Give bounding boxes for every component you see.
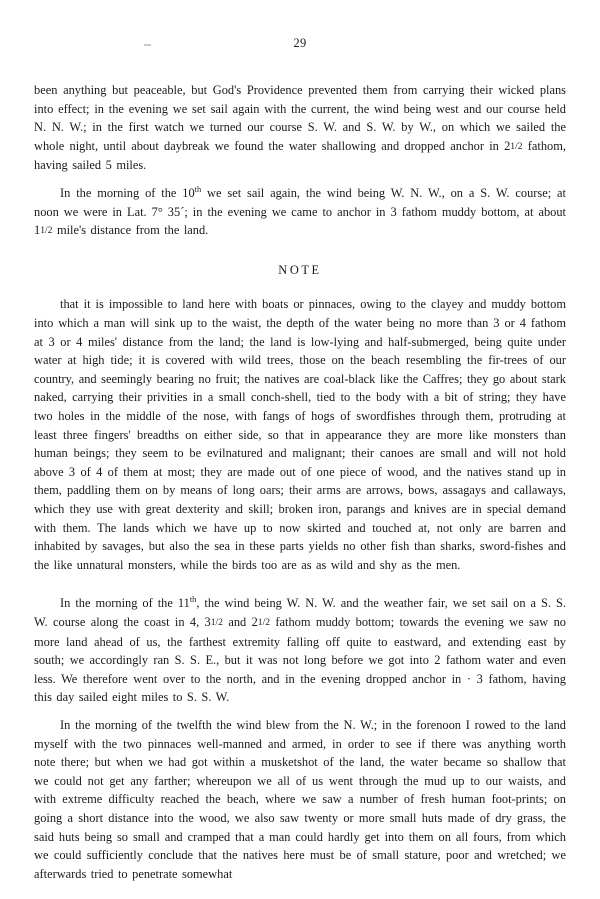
paragraph-twelfth-day: In the morning of the twelfth the wind blew from the N. W.; in the forenoon I rowed to the land myself with the two pinnaces well-manned and armed, in order to see if there was anything worth note there; but when we had got within a musketshot of the land, the water became so shallow that we could not get any farther; whereupon we all of us went through the mud up to our waists, and with extreme difficulty reached the beach, where we saw a number of fresh human foot-prints; on going a short distance into the wood, we also saw twenty or more small huts made of dry grass, the said huts being so small and cramped that a man could hardly get into them on all fours, from which we could sufficiently conclude that the natives here must be of small stature, poor and wretched; we afterwards tried to penetrate somewhat [34, 717, 566, 881]
paragraph-tenth-day [34, 184, 566, 241]
paragraph-opening [34, 81, 566, 175]
fraction-one-half-b: 1/2 [40, 225, 53, 237]
fraction-one-half-c: 1/2 [210, 616, 223, 628]
paragraph-tenth-text-b: we set sail again, the wind being W. N. W., on a S. W. course; at noon we were in Lat. 7° 35´; in the evening we came to anchor in 3 fathom muddy bottom, at about 1 [34, 186, 566, 238]
section-heading-note: NOTE [278, 262, 322, 277]
fraction-one-half-d: 1/2 [257, 616, 271, 628]
paragraph-eleventh-day [34, 594, 566, 707]
spacer [34, 175, 566, 184]
spacer [34, 279, 566, 295]
paragraph-eleventh-text-c: and 2 [222, 614, 258, 629]
paragraph-eleventh-text-d: fathom muddy bottom; towards the evening we saw no more land ahead of us, the farthest extremity falling off quite to eastward, and extending east by south; we accordingly ran S. S. E., but it was not long before we got into 2 fathom water and even less. We therefore went over to the north, and in the evening dropped anchor in · 3 fathom, having this day sailed eight miles to S. S. W. [34, 614, 566, 705]
spacer [34, 241, 566, 261]
ordinal-suffix-th: th [194, 184, 202, 194]
page-number: 29 [293, 36, 307, 50]
paragraph-eleventh-text-b: , the wind being W. N. W. and the weather fair, we set sail on a S. S. W. course along the coast in 4, 3 [34, 596, 566, 629]
fraction-one-half-a: 1/2 [510, 140, 523, 152]
scan-artifact [144, 44, 151, 46]
paragraph-tenth-text-c: mile's distance from the land. [52, 223, 209, 238]
paragraph-opening-text-a: been anything but peaceable, but God's Providence prevented them from carrying their wicked plans into effect; in the evening we set sail again with the current, the wind being west and our course held N. N. W.; in the first watch we turned our course S. W. and S. W. by W., on which we sailed the whole night, until about daybreak we found the water shallowing and dropped anchor in 2 [34, 83, 566, 153]
paragraph-tenth-text-a: In the morning of the 10 [60, 186, 195, 201]
ordinal-suffix-th-2: th [189, 595, 197, 605]
spacer [34, 707, 566, 716]
spacer [34, 574, 566, 594]
paragraph-note-body: that it is impossible to land here with boats or pinnaces, owing to the clayey and muddy bottom into which a man will sink up to the waist, the depth of the water being no more than 3 or 4 fathom at 3 or 4 miles' distance from the land; the land is low-lying and half-submerged, being quite under water at high tide; it is covered with wild trees, those on the beach resembling the fir-trees of our country, and seemingly bearing no fruit; the natives are coal-black like the Caffres; they go about stark naked, carrying their privities in a small conch-shell, tied to the body with a bit of string; they have two holes in the middle of the nose, with fangs of hogs of swordfishes through them, protruding at least three fingers' breadths on either side, so that in appearance they are more like monsters than human beings; they seem to be evilnatured and malignant; their canoes are small and will not hold above 3 of 4 of them at most; they are made out of one piece of wood, and the natives stand up in them, paddling them on by means of long oars; their arms are arrows, bows, assagays and callaways, which they use with great dexterity and skill; broken iron, parangs and knives are in special demand with them. The lands which we have up to now skirted and touched at, not only are barren and inhabited by savages, but also the sea in these parts yields no other fish than sharks, sword-fishes and the like unnatural monsters, while the birds too are as as wild and shy as the men. [34, 297, 566, 572]
paragraph-eleventh-text-a: In the morning of the 11 [60, 596, 190, 611]
paragraph-opening-text-b: fathom, having sailed 5 miles. [34, 138, 566, 173]
